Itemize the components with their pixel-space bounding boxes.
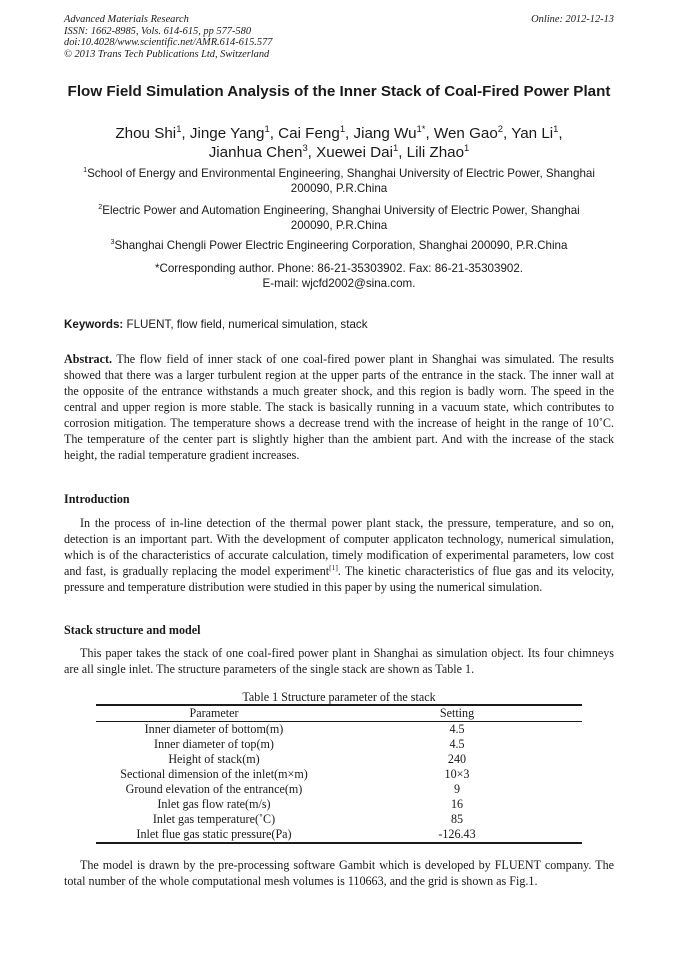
table-cell: 10×3 [444,767,470,781]
table-cell: Height of stack(m) [168,752,260,766]
model-text: The model is drawn by the pre-processing software Gambit which is developed by FLUENT company. The total number of the whole computational mesh volumes is 110663, and the grid is shown as Fig.1. [64,858,614,888]
keywords-text: FLUENT, flow field, numerical simulation, stack [126,318,368,331]
stack-structure-heading: Stack structure and model [64,623,201,637]
paper-title: Flow Field Simulation Analysis of the Inner Stack of Coal-Fired Power Plant [67,83,611,100]
author-sup: 1 [392,141,399,153]
citation-ref: [1] [329,562,338,572]
table-row [96,782,582,797]
author-list [60,124,618,162]
table-row [96,752,582,767]
author-sup: 1 [339,122,346,134]
table-row [96,827,582,843]
author-sup: 1 [553,122,559,134]
correspondence: *Corresponding author. Phone: 86-21-35303902. Fax: 86-21-35303902. E-mail: wjcfd2002@sina.com. [154,262,524,290]
author-name: Xuewei Dai [316,144,393,161]
journal-header [64,14,272,60]
author-name: Lili Zhao [406,144,465,161]
affiliation-3: $^3$Shanghai Chengli Power Electric Engineering Corporation, Shanghai 200090, P.R.China [110,237,568,252]
table-row [96,797,582,812]
doi-line: doi:10.4028/www.scientific.net/AMR.614-615.577 [64,37,273,49]
table-header-row [96,705,582,722]
author-name: Jinge Yang [189,125,265,142]
introduction-heading: Introduction [64,492,130,506]
table-cell: Sectional dimension of the inlet(m×m) [120,767,308,781]
table-cell: 85 [450,812,464,826]
stack-structure-text: This paper takes the stack of one coal-fired power plant in Shanghai as simulation object. Its four chimneys are all single inlet. The structure parameters of the single stack are shown as Table 1. [64,646,614,676]
author-name: Zhou Shi [115,125,177,142]
author-name: Wen Gao [433,125,498,142]
table-header-setting: Setting [439,706,475,720]
author-name: Cai Feng [278,125,340,142]
author-name: Jianhua Chen [208,144,303,161]
table-cell: -126.43 [438,827,476,841]
table-cell: Inner diameter of top(m) [154,737,274,751]
author-line-1: Zhou Shi$^1$, Jinge Yang$^1$, Cai Feng$^1$, Jiang $Wu^{1*}$, Wen Gao$^2$, Yan Li$^1$, [115,122,563,142]
abstract-label: Abstract. [64,352,113,366]
table-row [96,737,582,752]
keywords-label: Keywords: [64,318,124,331]
table-row [96,767,582,782]
issn-line: ISSN: 1662-8985, Vols. 614-615, pp 577-580 [64,25,252,37]
table-header-parameter: Parameter [189,706,239,720]
table-cell: 4.5 [449,722,465,736]
author-sup: 1 [464,141,470,153]
table-caption: Table 1 Structure parameter of the stack [242,690,436,704]
introduction-text: In the process of in-line detection of the thermal power plant stack, the pressure, temperature, and so on, detection is an important part. With the development of computer applicaton technology, numerical simulation, which is of the characteristics of accurate calculation, timely modification of experimental parameters, low cost and fast, is gradually replacing the model experiment[1]. The kinetic characteristics of flue gas and its velocity, pressure and temperature distribution were studied in this paper by using the numerical simulation. [64,516,615,594]
affiliation-1: $^1$School of Energy and Environmental Engineering, Shanghai University of Electric Power, Shanghai 200090, P.R.China [83,165,595,195]
author-name: Jiang Wu [353,125,417,142]
journal-name: Advanced Materials Research [64,14,189,25]
table-cell: Ground elevation of the entrance(m) [125,782,303,796]
abstract-text: The flow field of inner stack of one coal-fired power plant in Shanghai was simulated. The results showed that there was a larger turbulent region at the upper parts of the entrance in the stack. The inner wall at the opposite of the entrance withstands a much greater shock, and this region is badly worn. The speed in the central and upper region is more stable. The stack is basically running in a vacuum state, which contributes to corrosion mitigation. The temperature shows a decrease trend with the increase of height in the range of 10˚C. The temperature of the center part is slightly higher than the ambient part. And with the increase of the stack height, the radial temperature gradient increases. [64,352,614,462]
table-cell: 4.5 [449,737,465,751]
online-date: Online: 2012-12-13 [531,14,614,25]
author-sup: 2 [497,122,504,134]
table-cell: Inner diameter of bottom(m) [144,722,284,736]
author-sup: 1* [416,122,426,134]
author-sup: 3 [302,141,308,153]
author-sup: 1 [264,122,270,134]
copyright-line: © 2013 Trans Tech Publications Ltd, Switzerland [64,48,270,60]
structure-table [96,704,582,844]
affiliation-2: $^2$Electric Power and Automation Engineering, Shanghai University of Electric Power, Shanghai 200090, P.R.China [98,202,580,232]
table-cell: Inlet gas temperature(˚C) [152,812,276,826]
table-cell: Inlet gas flow rate(m/s) [157,797,271,811]
table-row [96,812,582,827]
table-cell: Inlet flue gas static pressure(Pa) [136,827,292,841]
table-cell: 9 [453,782,461,796]
table-cell: 240 [447,752,467,766]
author-line-2: Jianhua Chen$^3$, Xuewei Dai$^1$, Lili Zhao$^1$ [208,141,470,161]
table-row [96,722,582,738]
author-name: Yan Li [511,125,554,142]
table-cell: 16 [450,797,464,811]
keywords [64,318,368,331]
abstract [64,351,614,463]
author-sup: 1 [176,122,182,134]
